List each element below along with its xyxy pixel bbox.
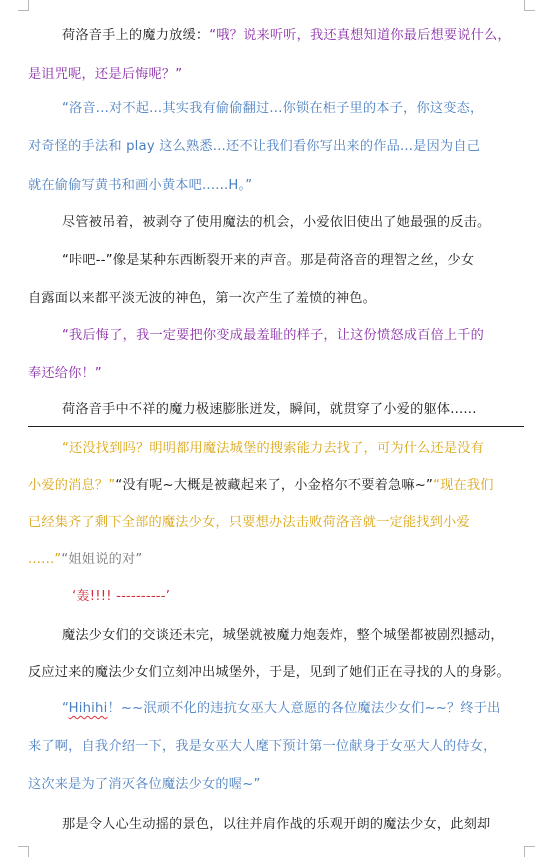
- paragraph-line: [28, 776, 528, 794]
- paragraph-line: [28, 738, 528, 756]
- paragraph-line: [28, 365, 528, 383]
- paragraph-line: [28, 551, 528, 569]
- paragraph-line: [28, 664, 528, 682]
- text-run: 来了啊，自我介绍一下，我是女巫大人麾下预计第一位献身于女巫大人的侍女，: [28, 739, 497, 754]
- text-run: “没有呢~大概是被藏起来了，小金格尔不要着急嘛~”: [115, 478, 434, 493]
- page-corner-mark: [18, 846, 29, 857]
- text-run: “我后悔了，我一定要把你变成最羞耻的样子，让这份愤怒成百倍上千的: [62, 328, 485, 343]
- paragraph-line: [62, 252, 528, 270]
- paragraph-line: [28, 514, 528, 532]
- spellcheck-flagged-word: Hihihi: [68, 701, 108, 716]
- page-corner-mark: [18, 0, 29, 11]
- text-run: 尽管被吊着，被剥夺了使用魔法的机会，小爱依旧使出了她最强的反击。: [62, 215, 491, 230]
- text-run: “: [62, 701, 69, 716]
- text-run: 自露面以来都平淡无波的神色，第一次产生了羞愤的神色。: [28, 291, 377, 306]
- text-run: “咔吧--”像是某种东西断裂开来的声音。那是荷洛音的理智之丝，少女: [62, 253, 475, 268]
- page-corner-mark: [524, 0, 535, 11]
- text-run: 荷洛音手上的魔力放缓：: [62, 28, 210, 43]
- text-run: 小爱的消息？”: [28, 478, 116, 493]
- paragraph-line: [62, 627, 528, 645]
- text-run: ！~~泯顽不化的违抗女巫大人意愿的各位魔法少女们~~？终于出: [107, 701, 501, 716]
- paragraph-line: [62, 816, 528, 834]
- text-run: ......”: [28, 552, 62, 567]
- text-run: “哦？说来听听，我还真想知道你最后想要说什么，: [209, 28, 511, 43]
- paragraph-line: [28, 66, 528, 84]
- paragraph-line: [62, 214, 528, 232]
- paragraph-line: [28, 477, 528, 495]
- text-run: “还没找到吗？明明都用魔法城堡的搜索能力去找了，可为什么还是没有: [62, 441, 485, 456]
- paragraph-line: [28, 138, 528, 156]
- text-run: 奉还给你！”: [28, 366, 102, 381]
- paragraph-line: [62, 440, 528, 458]
- paragraph-line: [62, 100, 528, 118]
- text-run: 对奇怪的手法和 play 这么熟悉...还不让我们看你写出来的作品...是因为自己: [28, 139, 481, 154]
- text-run: 那是令人心生动摇的景色，以往并肩作战的乐观开朗的魔法少女，此刻却: [62, 817, 491, 832]
- text-run: 反应过来的魔法少女们立刻冲出城堡外，于是，见到了她们正在寻找的人的身影。: [28, 665, 510, 680]
- paragraph-line: [62, 401, 528, 419]
- text-run: ‘轰!!!! ----------’: [72, 589, 171, 604]
- paragraph-line: [62, 327, 528, 345]
- text-run: 荷洛音手中不祥的魔力极速膨胀迸发，瞬间，就贯穿了小爱的躯体......: [62, 402, 477, 417]
- text-run: “洛音...对不起...其实我有偷偷翻过...你锁在柜子里的本子，你这变态，: [62, 101, 484, 116]
- text-run: 这次来是为了消灭各位魔法少女的喔~”: [28, 777, 261, 792]
- paragraph-line: [62, 27, 528, 45]
- text-run: 魔法少女们的交谈还未完，城堡就被魔力炮轰炸，整个城堡都被剧烈撼动，: [62, 628, 504, 643]
- text-run: 已经集齐了剩下全部的魔法少女，只要想办法击败荷洛音就一定能找到小爱: [28, 515, 470, 530]
- text-run: 是诅咒呢，还是后悔呢？”: [28, 67, 183, 82]
- text-run: 就在偷偷写黄书和画小黄本吧......H。”: [28, 178, 253, 193]
- text-run: “姐姐说的对”: [61, 552, 143, 567]
- paragraph-line: [28, 177, 528, 195]
- paragraph-line: [28, 290, 528, 308]
- text-run: “现在我们: [433, 478, 494, 493]
- page-corner-mark: [524, 846, 535, 857]
- paragraph-line: [62, 700, 528, 718]
- paragraph-line: [72, 588, 538, 606]
- section-divider: [28, 426, 524, 427]
